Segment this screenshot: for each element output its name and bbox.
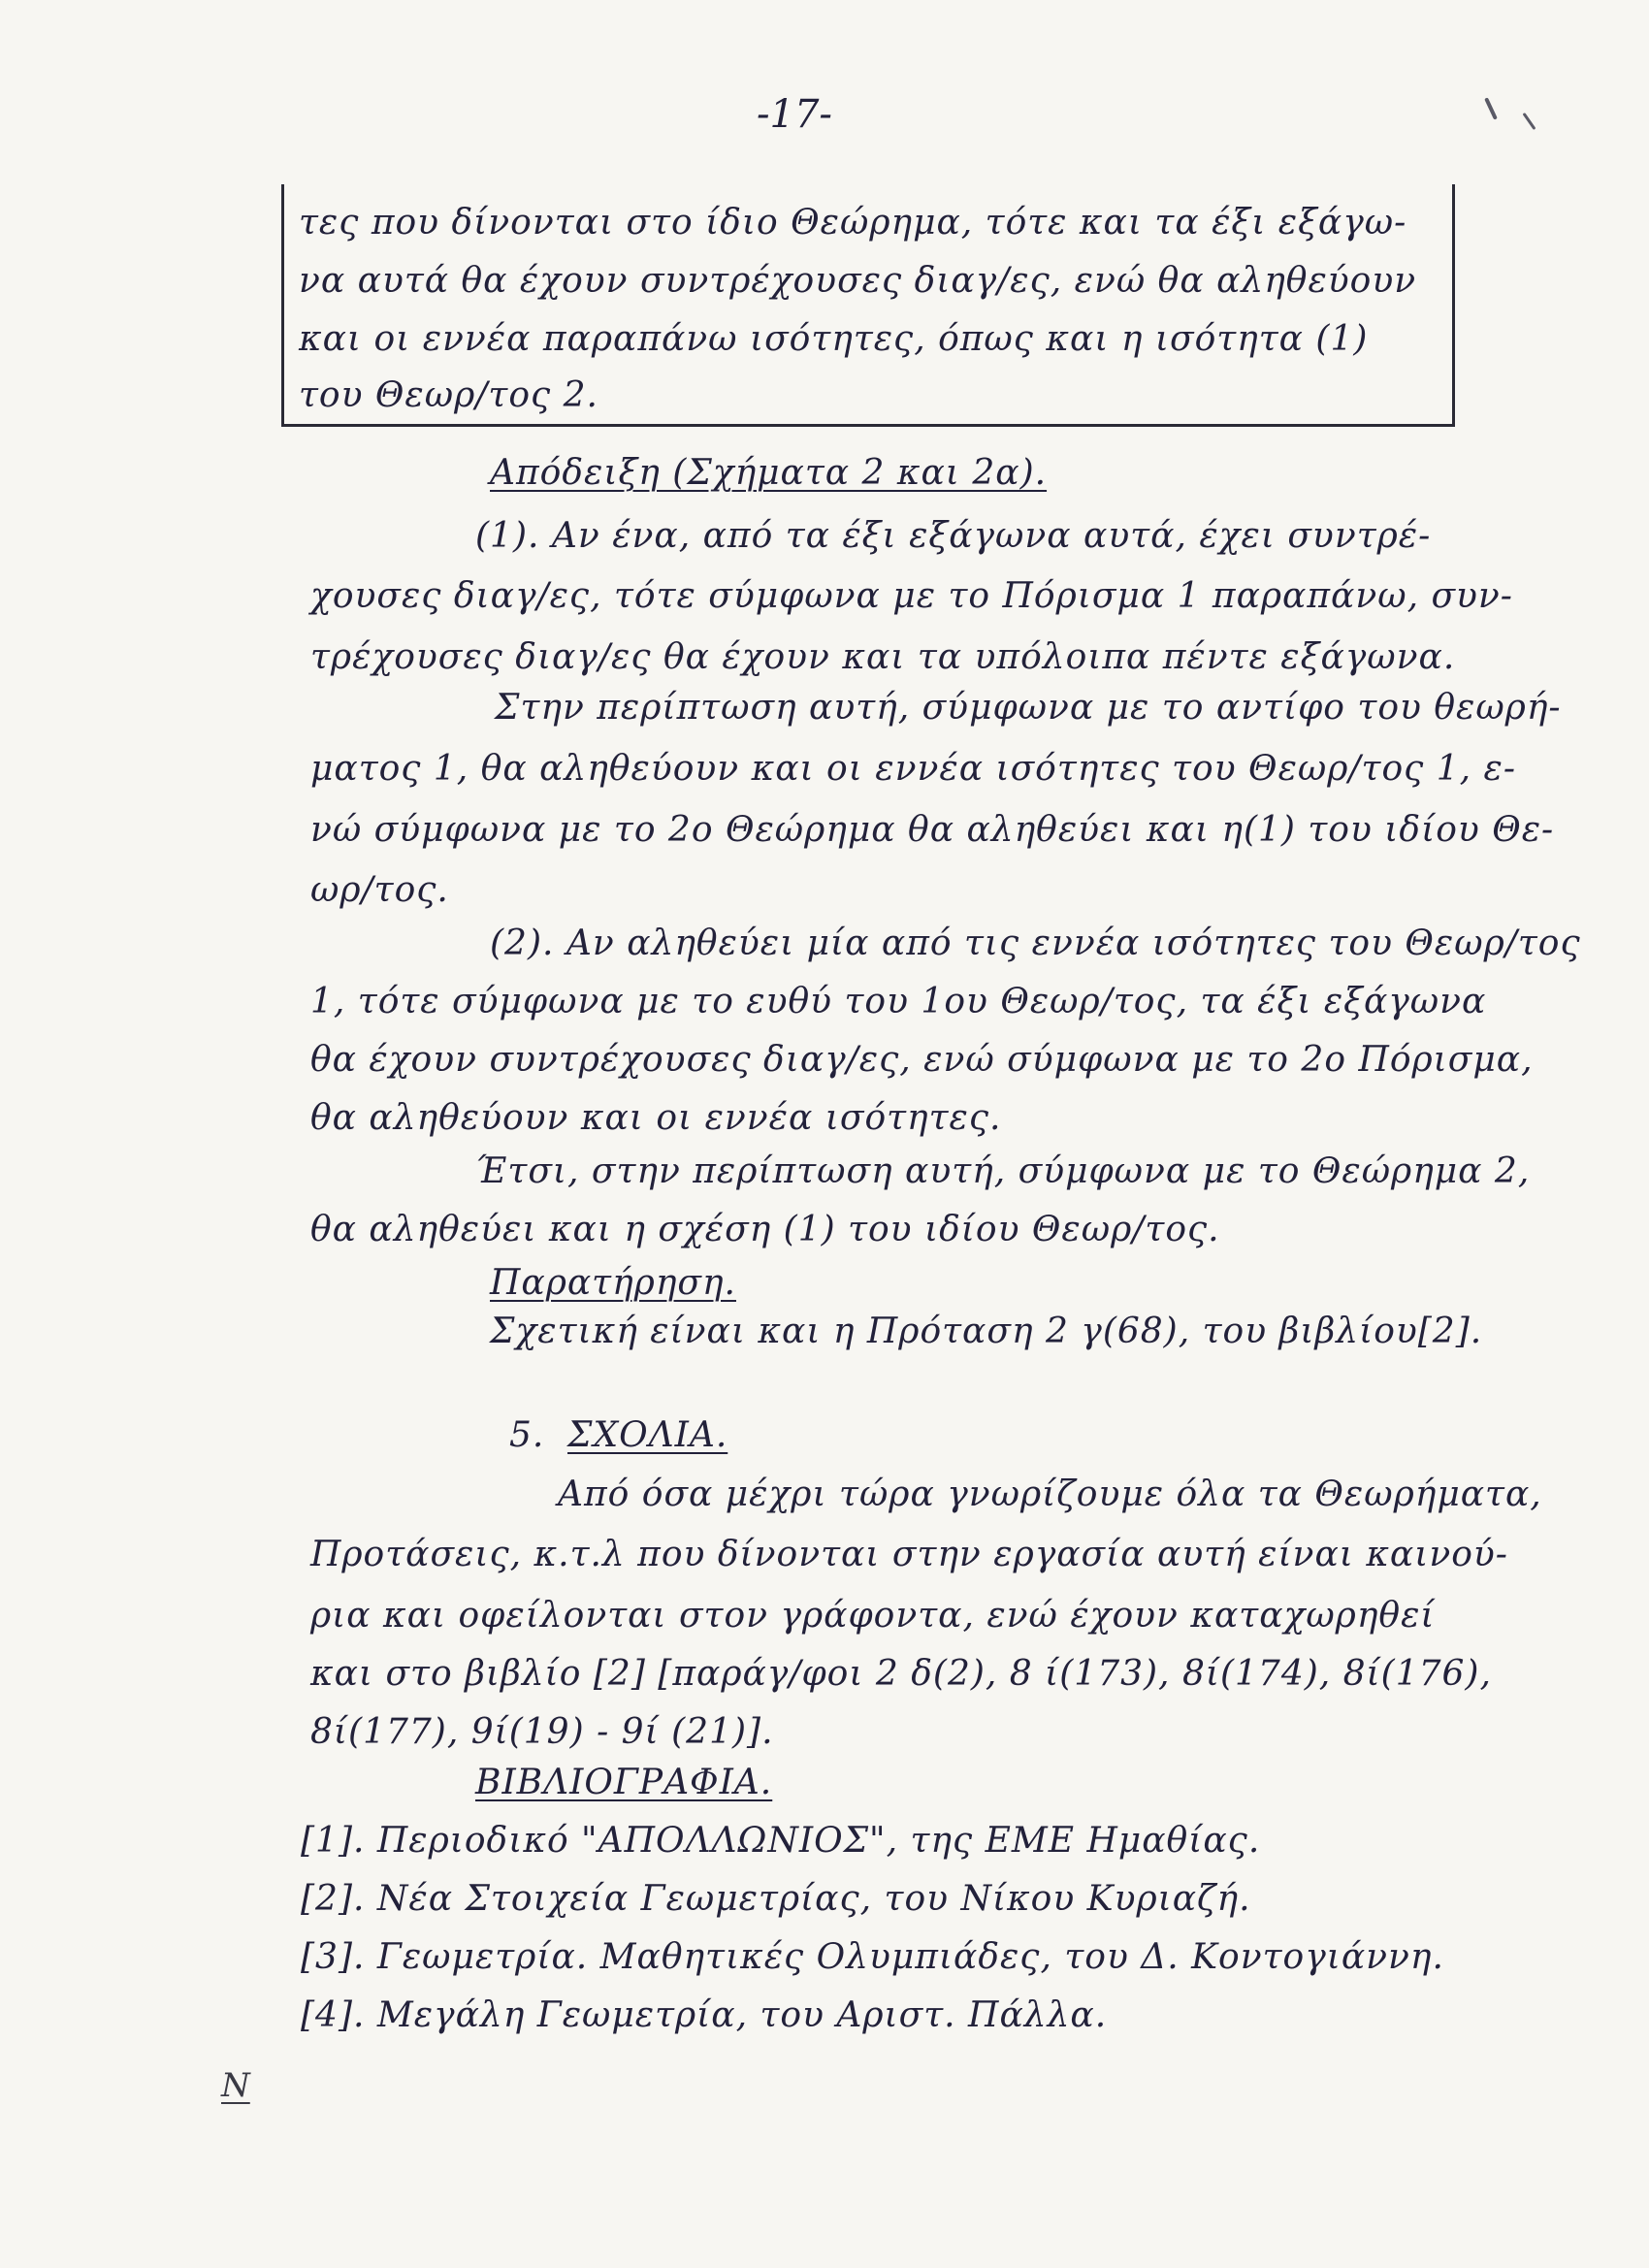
proof-line: (2). Αν αληθεύει μία από τις εννέα ισότητες του Θεωρ/τος [490, 923, 1581, 963]
bibliography-entry: [1]. Περιοδικό "ΑΠΟΛΛΩΝΙΟΣ", της ΕΜΕ Ημαθίας. [301, 1821, 1261, 1861]
theorem-box [281, 184, 1455, 427]
scholia-line: ρια και οφείλονται στον γράφοντα, ενώ έχουν καταχωρηθεί [310, 1596, 1436, 1636]
remark-heading: Παρατήρηση. [490, 1263, 736, 1303]
proof-line: θα αληθεύουν και οι εννέα ισότητες. [310, 1098, 1002, 1138]
stray-pen-mark [1484, 97, 1498, 119]
scholia-line: 8ί(177), 9ί(19) - 9ί (21)]. [310, 1712, 774, 1752]
page-number: -17- [757, 92, 832, 137]
proof-line: θα αληθεύει και η σχέση (1) του ιδίου Θεωρ/τος. [310, 1210, 1220, 1249]
margin-annotation: N [221, 2066, 250, 2105]
proof-line: Στην περίπτωση αυτή, σύμφωνα με το αντίφο του θεωρή- [495, 688, 1562, 728]
bibliography-entry: [3]. Γεωμετρία. Μαθητικές Ολυμπιάδες, του Δ. Κοντογιάννη. [301, 1937, 1444, 1977]
stray-pen-mark [1523, 113, 1536, 130]
proof-line: ματος 1, θα αληθεύουν και οι εννέα ισότητες του Θεωρ/τος 1, ε- [310, 749, 1517, 789]
proof-line: ωρ/τος. [310, 870, 449, 910]
proof-line: 1, τότε σύμφωνα με το ευθύ του 1ου Θεωρ/τος, τα έξι εξάγωνα [310, 982, 1487, 1021]
proof-heading: Απόδειξη (Σχήματα 2 και 2α). [490, 453, 1048, 493]
section-number: 5. [509, 1415, 545, 1455]
box-line: να αυτά θα έχουν συντρέχουσες διαγ/ες, ενώ θα αληθεύουν [299, 261, 1417, 301]
proof-line: θα έχουν συντρέχουσες διαγ/ες, ενώ σύμφωνα με το 2ο Πόρισμα, [310, 1040, 1534, 1080]
box-line: και οι εννέα παραπάνω ισότητες, όπως και η ισότητα (1) [299, 319, 1369, 359]
box-line: τες που δίνονται στο ίδιο Θεώρημα, τότε και τα έξι εξάγω- [299, 203, 1407, 243]
remark-text: Σχετική είναι και η Πρόταση 2 γ(68), του βιβλίου[2]. [490, 1312, 1483, 1351]
scholia-line: Από όσα μέχρι τώρα γνωρίζουμε όλα τα Θεωρήματα, [558, 1474, 1542, 1514]
proof-line: Έτσι, στην περίπτωση αυτή, σύμφωνα με το Θεώρημα 2, [475, 1151, 1531, 1191]
bibliography-entry: [2]. Νέα Στοιχεία Γεωμετρίας, του Νίκου Κυριαζή. [301, 1879, 1251, 1919]
bibliography-entry: [4]. Μεγάλη Γεωμετρία, του Αριστ. Πάλλα. [301, 1995, 1108, 2035]
scholia-line: Προτάσεις, κ.τ.λ που δίνονται στην εργασία αυτή είναι καινού- [310, 1535, 1508, 1574]
proof-line: τρέχουσες διαγ/ες θα έχουν και τα υπόλοιπα πέντε εξάγωνα. [310, 637, 1456, 677]
bibliography-heading: ΒΙΒΛΙΟΓΡΑΦΙΑ. [475, 1763, 773, 1802]
proof-line: (1). Αν ένα, από τα έξι εξάγωνα αυτά, έχει συντρέ- [475, 516, 1432, 556]
section-title: ΣΧΟΛΙΑ. [567, 1415, 728, 1455]
proof-line: νώ σύμφωνα με το 2ο Θεώρημα θα αληθεύει και η(1) του ιδίου Θε- [310, 810, 1555, 850]
proof-line: χουσες διαγ/ες, τότε σύμφωνα με το Πόρισμα 1 παραπάνω, συν- [310, 576, 1513, 616]
scholia-line: και στο βιβλίο [2] [παράγ/φοι 2 δ(2), 8 ί(173), 8ί(174), 8ί(176), [310, 1654, 1492, 1694]
box-line: του Θεωρ/τος 2. [299, 375, 598, 415]
